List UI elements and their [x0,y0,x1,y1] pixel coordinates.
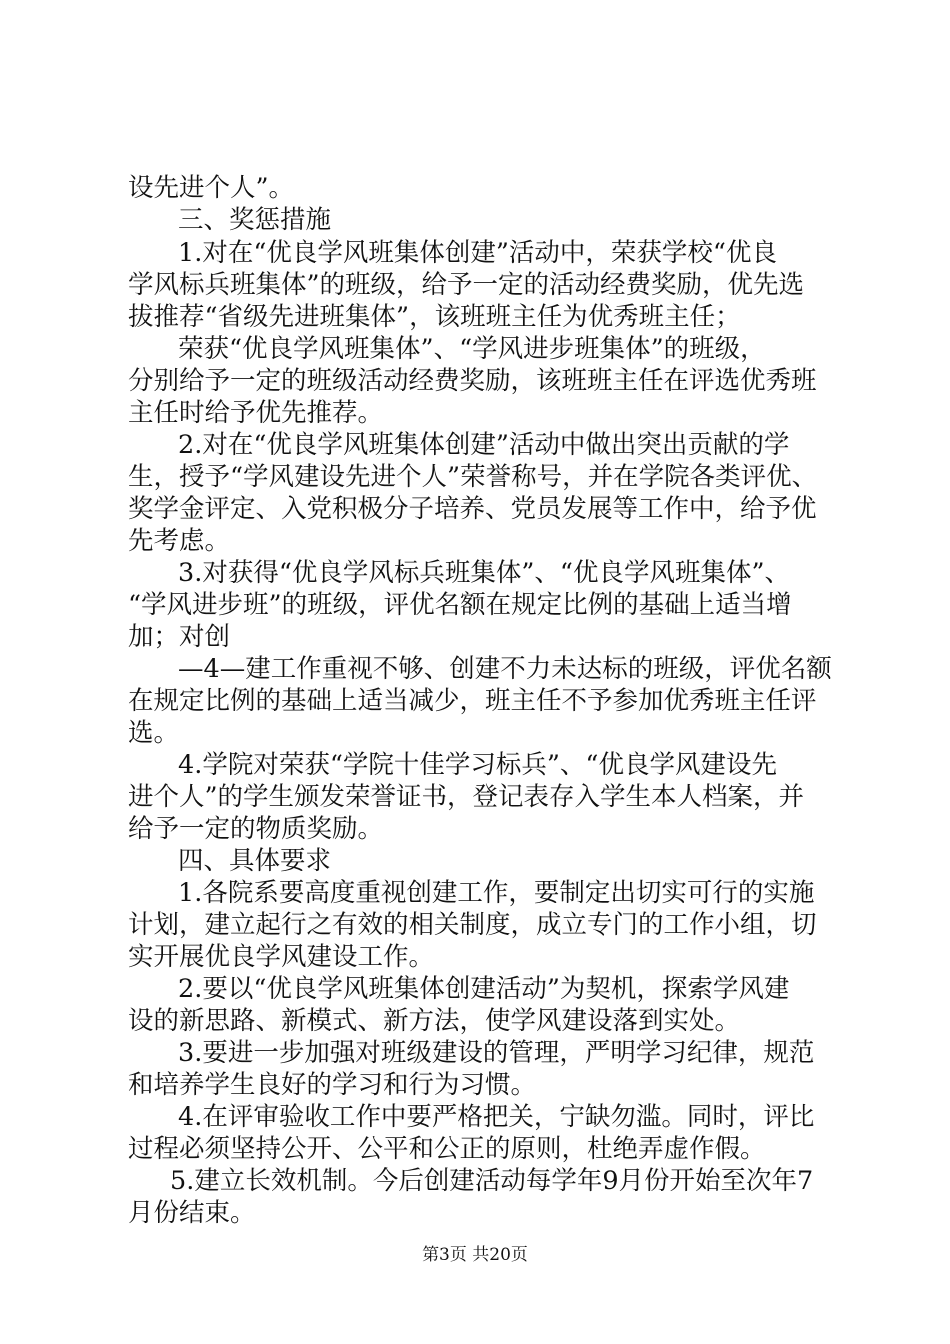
text-line: 设先进个人”。 [128,173,295,203]
text-line: 3.对获得“优良学风标兵班集体”、“优良学风班集体”、 [178,558,790,588]
text-line: 1.各院系要高度重视创建工作，要制定出切实可行的实施 [178,878,815,908]
text-line: 月份结束。 [128,1198,256,1228]
text-line: 选。 [128,718,180,748]
text-line: 分别给予一定的班级活动经费奖励，该班班主任在评选优秀班 [128,366,817,396]
text-line: —4—建工作重视不够、创建不力未达标的班级，评优名额 [178,654,832,684]
text-line: 先考虑。 [128,526,231,556]
text-line: 拔推荐“省级先进班集体”，该班班主任为优秀班主任； [128,302,741,332]
text-line: 2.要以“优良学风班集体创建活动”为契机，探索学风建 [178,974,790,1004]
text-line: 3.要进一步加强对班级建设的管理，严明学习纪律，规范 [178,1038,815,1068]
section-heading: 三、奖惩措施 [178,205,332,235]
text-line: 在规定比例的基础上适当减少，班主任不予参加优秀班主任评 [128,686,817,716]
text-line: 实开展优良学风建设工作。 [128,942,435,972]
text-line: 2.对在“优良学风班集体创建”活动中做出突出贡献的学 [178,430,790,460]
text-line: 5.建立长效机制。今后创建活动每学年9月份开始至次年7 [170,1166,814,1196]
text-line: 生，授予“学风建设先进个人”荣誉称号，并在学院各类评优、 [128,462,818,492]
text-line: 4.学院对荣获“学院十佳学习标兵”、“优良学风建设先 [178,750,777,780]
text-line: 计划，建立起行之有效的相关制度，成立专门的工作小组，切 [128,910,817,940]
text-line: 进个人”的学生颁发荣誉证书，登记表存入学生本人档案，并 [128,782,805,812]
text-line: 给予一定的物质奖励。 [128,814,384,844]
text-line: 4.在评审验收工作中要严格把关，宁缺勿滥。同时，评比 [178,1102,815,1132]
text-line: 和培养学生良好的学习和行为习惯。 [128,1070,537,1100]
text-line: 设的新思路、新模式、新方法，使学风建设落到实处。 [128,1006,741,1036]
text-line: 荣获“优良学风班集体”、“学风进步班集体”的班级， [178,334,766,364]
text-line: 1.对在“优良学风班集体创建”活动中，荣获学校“优良 [178,238,777,268]
section-heading: 四、具体要求 [178,846,332,876]
text-line: 过程必须坚持公开、公平和公正的原则，杜绝弄虚作假。 [128,1134,766,1164]
text-line: 学风标兵班集体”的班级，给予一定的活动经费奖励，优先选 [128,270,805,300]
text-line: 加；对创 [128,622,231,652]
text-line: 主任时给予优先推荐。 [128,398,384,428]
text-line: 奖学金评定、入党积极分子培养、党员发展等工作中，给予优 [128,494,817,524]
page-number-footer: 第3页 共20页 [422,1245,528,1265]
text-line: “学风进步班”的班级，评优名额在规定比例的基础上适当增 [128,590,792,620]
